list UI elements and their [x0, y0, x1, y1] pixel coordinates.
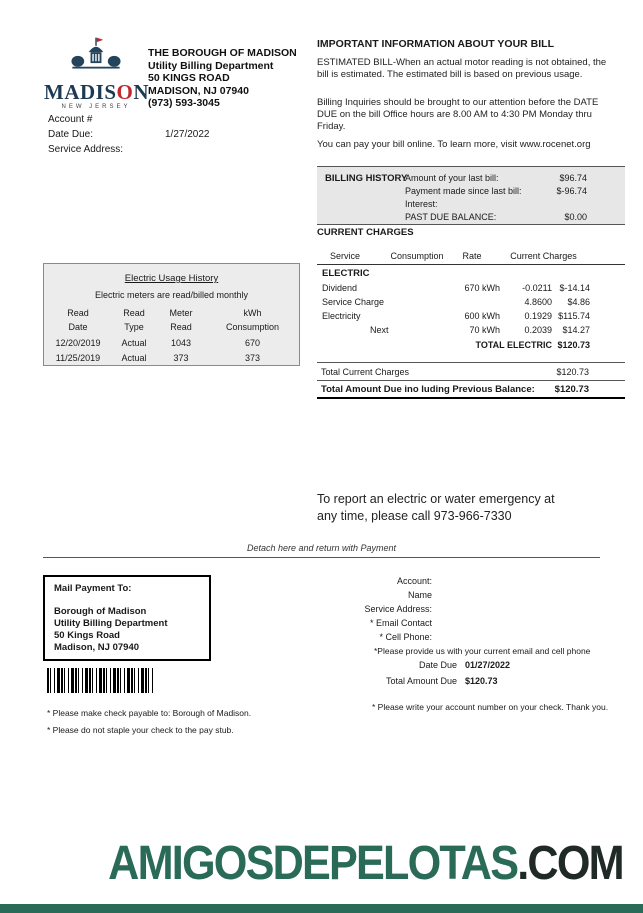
stub-date-due-value: 01/27/2022 [465, 660, 511, 670]
charge-service: Electricity [322, 311, 361, 321]
stub-field-row: Account: [396, 576, 432, 586]
usage-col-header: Read [67, 308, 89, 318]
detach-instruction: Detach here and return with Payment [246, 543, 397, 553]
total-current-charges-label: Total Current Charges [321, 367, 410, 377]
check-payable-note: * Please make check payable to: Borough of Madison. [47, 708, 252, 718]
total-current-charges-row [317, 362, 625, 381]
building-icon [66, 34, 126, 74]
charge-amount: $115.74 [558, 311, 590, 321]
important-info-title: IMPORTANT INFORMATION ABOUT YOUR BILL [317, 38, 555, 50]
account-number-label: Account # [48, 114, 93, 125]
usage-col-header: kWh [243, 308, 262, 318]
charges-header-consumption: Consumption [390, 251, 444, 261]
org-city: MADISON, NJ 07940 [148, 84, 249, 97]
account-info [48, 112, 210, 157]
billing-history-title: BILLING HISTORY [325, 173, 408, 184]
charge-consumption: 600 kWh [464, 311, 500, 321]
date-due-label: Date Due: [48, 129, 94, 140]
service-address-row [48, 142, 210, 157]
account-number-on-check-note: * Please write your account number on your check. Thank you. [372, 702, 609, 712]
charge-amount: $-14.14 [559, 283, 590, 293]
usage-date: 12/20/2019 [55, 338, 101, 348]
charge-service: Dividend [322, 283, 358, 293]
total-electric-label: TOTAL ELECTRIC [475, 340, 552, 350]
detach-divider-line [43, 557, 600, 558]
watermark-main: AMIGOSDEPELOTAS [108, 837, 518, 890]
charge-amount: $14.27 [562, 325, 590, 335]
usage-history-title: Electric Usage History [124, 273, 219, 284]
current-charges-title: CURRENT CHARGES [317, 227, 414, 238]
usage-col-header: Meter [169, 308, 193, 318]
charge-row [317, 297, 625, 309]
service-address-label: Service Address: [48, 144, 124, 155]
pay-online-paragraph: You can pay your bill online. To learn more, visit www.rocenet.org [317, 139, 591, 150]
mail-payment-line: 50 Kings Road [54, 630, 120, 641]
billing-inquiries-paragraph: Billing Inquiries should be brought to our attention before the DATE DUE on the bill Office hours are 8.00 AM to 4:30 PM Monday thru Friday. [317, 97, 599, 132]
barcode [47, 668, 153, 693]
billing-history-value: $0.00 [564, 212, 587, 222]
usage-row [44, 353, 299, 363]
usage-type: Actual [121, 338, 147, 348]
total-amount-due-label: Total Amount Due ino luding Previous Balance: [321, 384, 535, 395]
charge-consumption: 670 kWh [464, 283, 500, 293]
charges-header-row [317, 251, 625, 263]
billing-history-box [317, 166, 625, 225]
charge-consumption: 70 kWh [469, 325, 500, 335]
charge-row [317, 325, 625, 337]
date-due-row [48, 127, 210, 142]
org-dept: Utility Billing Department [148, 59, 274, 72]
total-electric-value: $120.73 [557, 340, 590, 350]
stub-field-row: * Cell Phone: [379, 632, 432, 642]
watermark-suffix: .COM [517, 837, 623, 890]
estimated-bill-paragraph: ESTIMATED BILL-When an actual motor reading is not obtained, the bill is estimated. The estimated bill is based on previous usage. [317, 57, 607, 80]
usage-date: 11/25/2019 [55, 353, 101, 363]
provide-contact-note: *Please provide us with your current email and cell phone [374, 646, 591, 656]
mail-payment-box [43, 575, 211, 661]
usage-consumption: 373 [244, 353, 261, 363]
usage-read: 1043 [170, 338, 192, 348]
charge-rate: 0.2039 [524, 325, 552, 335]
charge-rate: 0.1929 [524, 311, 552, 321]
usage-header-row-2 [44, 322, 299, 332]
billing-history-row: PAST DUE BALANCE: [405, 212, 497, 222]
account-number-row [48, 112, 210, 127]
emergency-notice [317, 491, 555, 525]
billing-history-value: $96.74 [559, 173, 587, 183]
total-electric-row [317, 340, 625, 352]
org-address-block [148, 47, 297, 110]
bottom-accent-bar [0, 904, 643, 913]
usage-col-header: Type [124, 322, 144, 332]
logo-wordmark [44, 81, 148, 103]
no-staple-note: * Please do not staple your check to the pay stub. [47, 725, 234, 735]
total-current-charges-value: $120.73 [556, 367, 589, 377]
charge-row [317, 283, 625, 295]
usage-read: 373 [173, 353, 189, 363]
usage-history-subtitle: Electric meters are read/billed monthly [94, 290, 249, 300]
usage-type: Actual [121, 353, 147, 363]
usage-col-header: Consumption [225, 322, 280, 332]
usage-history-box [43, 263, 300, 366]
charge-tag: Next [370, 325, 389, 335]
usage-consumption: 670 [244, 338, 261, 348]
charges-header-amount: Current Charges [510, 251, 577, 261]
logo-letter-o: O [116, 80, 134, 104]
date-due-value: 1/27/2022 [165, 129, 210, 140]
usage-col-header: Read [170, 322, 192, 332]
charge-row [317, 311, 625, 323]
charge-service: Service Charge [322, 297, 385, 307]
usage-row [44, 338, 299, 348]
stub-total-due-label: Total Amount Due [385, 676, 457, 686]
site-watermark [108, 836, 623, 891]
stub-total-due-value: $120.73 [465, 676, 498, 686]
org-phone: (973) 593-3045 [148, 97, 220, 110]
usage-col-header: Read [123, 308, 145, 318]
billing-history-row: Interest: [405, 199, 438, 209]
mail-payment-line: Madison, NJ 07940 [54, 642, 140, 653]
stub-date-due-label: Date Due [418, 660, 457, 670]
charge-amount: $4.86 [567, 297, 590, 307]
charges-header-rate: Rate [462, 251, 482, 261]
mail-payment-line: Utility Billing Department [54, 618, 168, 629]
billing-history-value: $-96.74 [556, 186, 587, 196]
madison-logo [44, 34, 148, 110]
logo-letters-prefix: MADIS [44, 80, 117, 104]
charges-header-service: Service [330, 251, 361, 261]
stub-field-row: Service Address: [364, 604, 432, 614]
emergency-line-2: any time, please call 973-966-7330 [317, 509, 512, 523]
logo-letters-suffix: N [133, 80, 150, 104]
usage-col-header: Date [68, 322, 88, 332]
usage-header-row-1 [44, 308, 299, 318]
org-street: 50 KINGS ROAD [148, 72, 230, 85]
org-name: THE BOROUGH OF MADISON [148, 47, 297, 59]
billing-history-row: Payment made since last bill: [405, 186, 522, 196]
mail-payment-line: Borough of Madison [54, 606, 147, 617]
billing-history-row: Amount of your last bill: [405, 173, 499, 183]
total-amount-due-value: $120.73 [554, 384, 589, 395]
stub-field-row: * Email Contact [369, 618, 432, 628]
total-amount-due-row [317, 380, 625, 399]
mail-payment-title: Mail Payment To: [54, 583, 132, 594]
charge-rate: 4.8600 [524, 297, 552, 307]
stub-field-row: Name [407, 590, 432, 600]
emergency-line-1: To report an electric or water emergency at [317, 492, 555, 506]
charges-group-electric: ELECTRIC [322, 268, 370, 279]
logo-state-text: NEW JERSEY [61, 104, 131, 110]
charges-header-divider [317, 264, 625, 265]
charge-rate: -0.0211 [522, 283, 552, 293]
